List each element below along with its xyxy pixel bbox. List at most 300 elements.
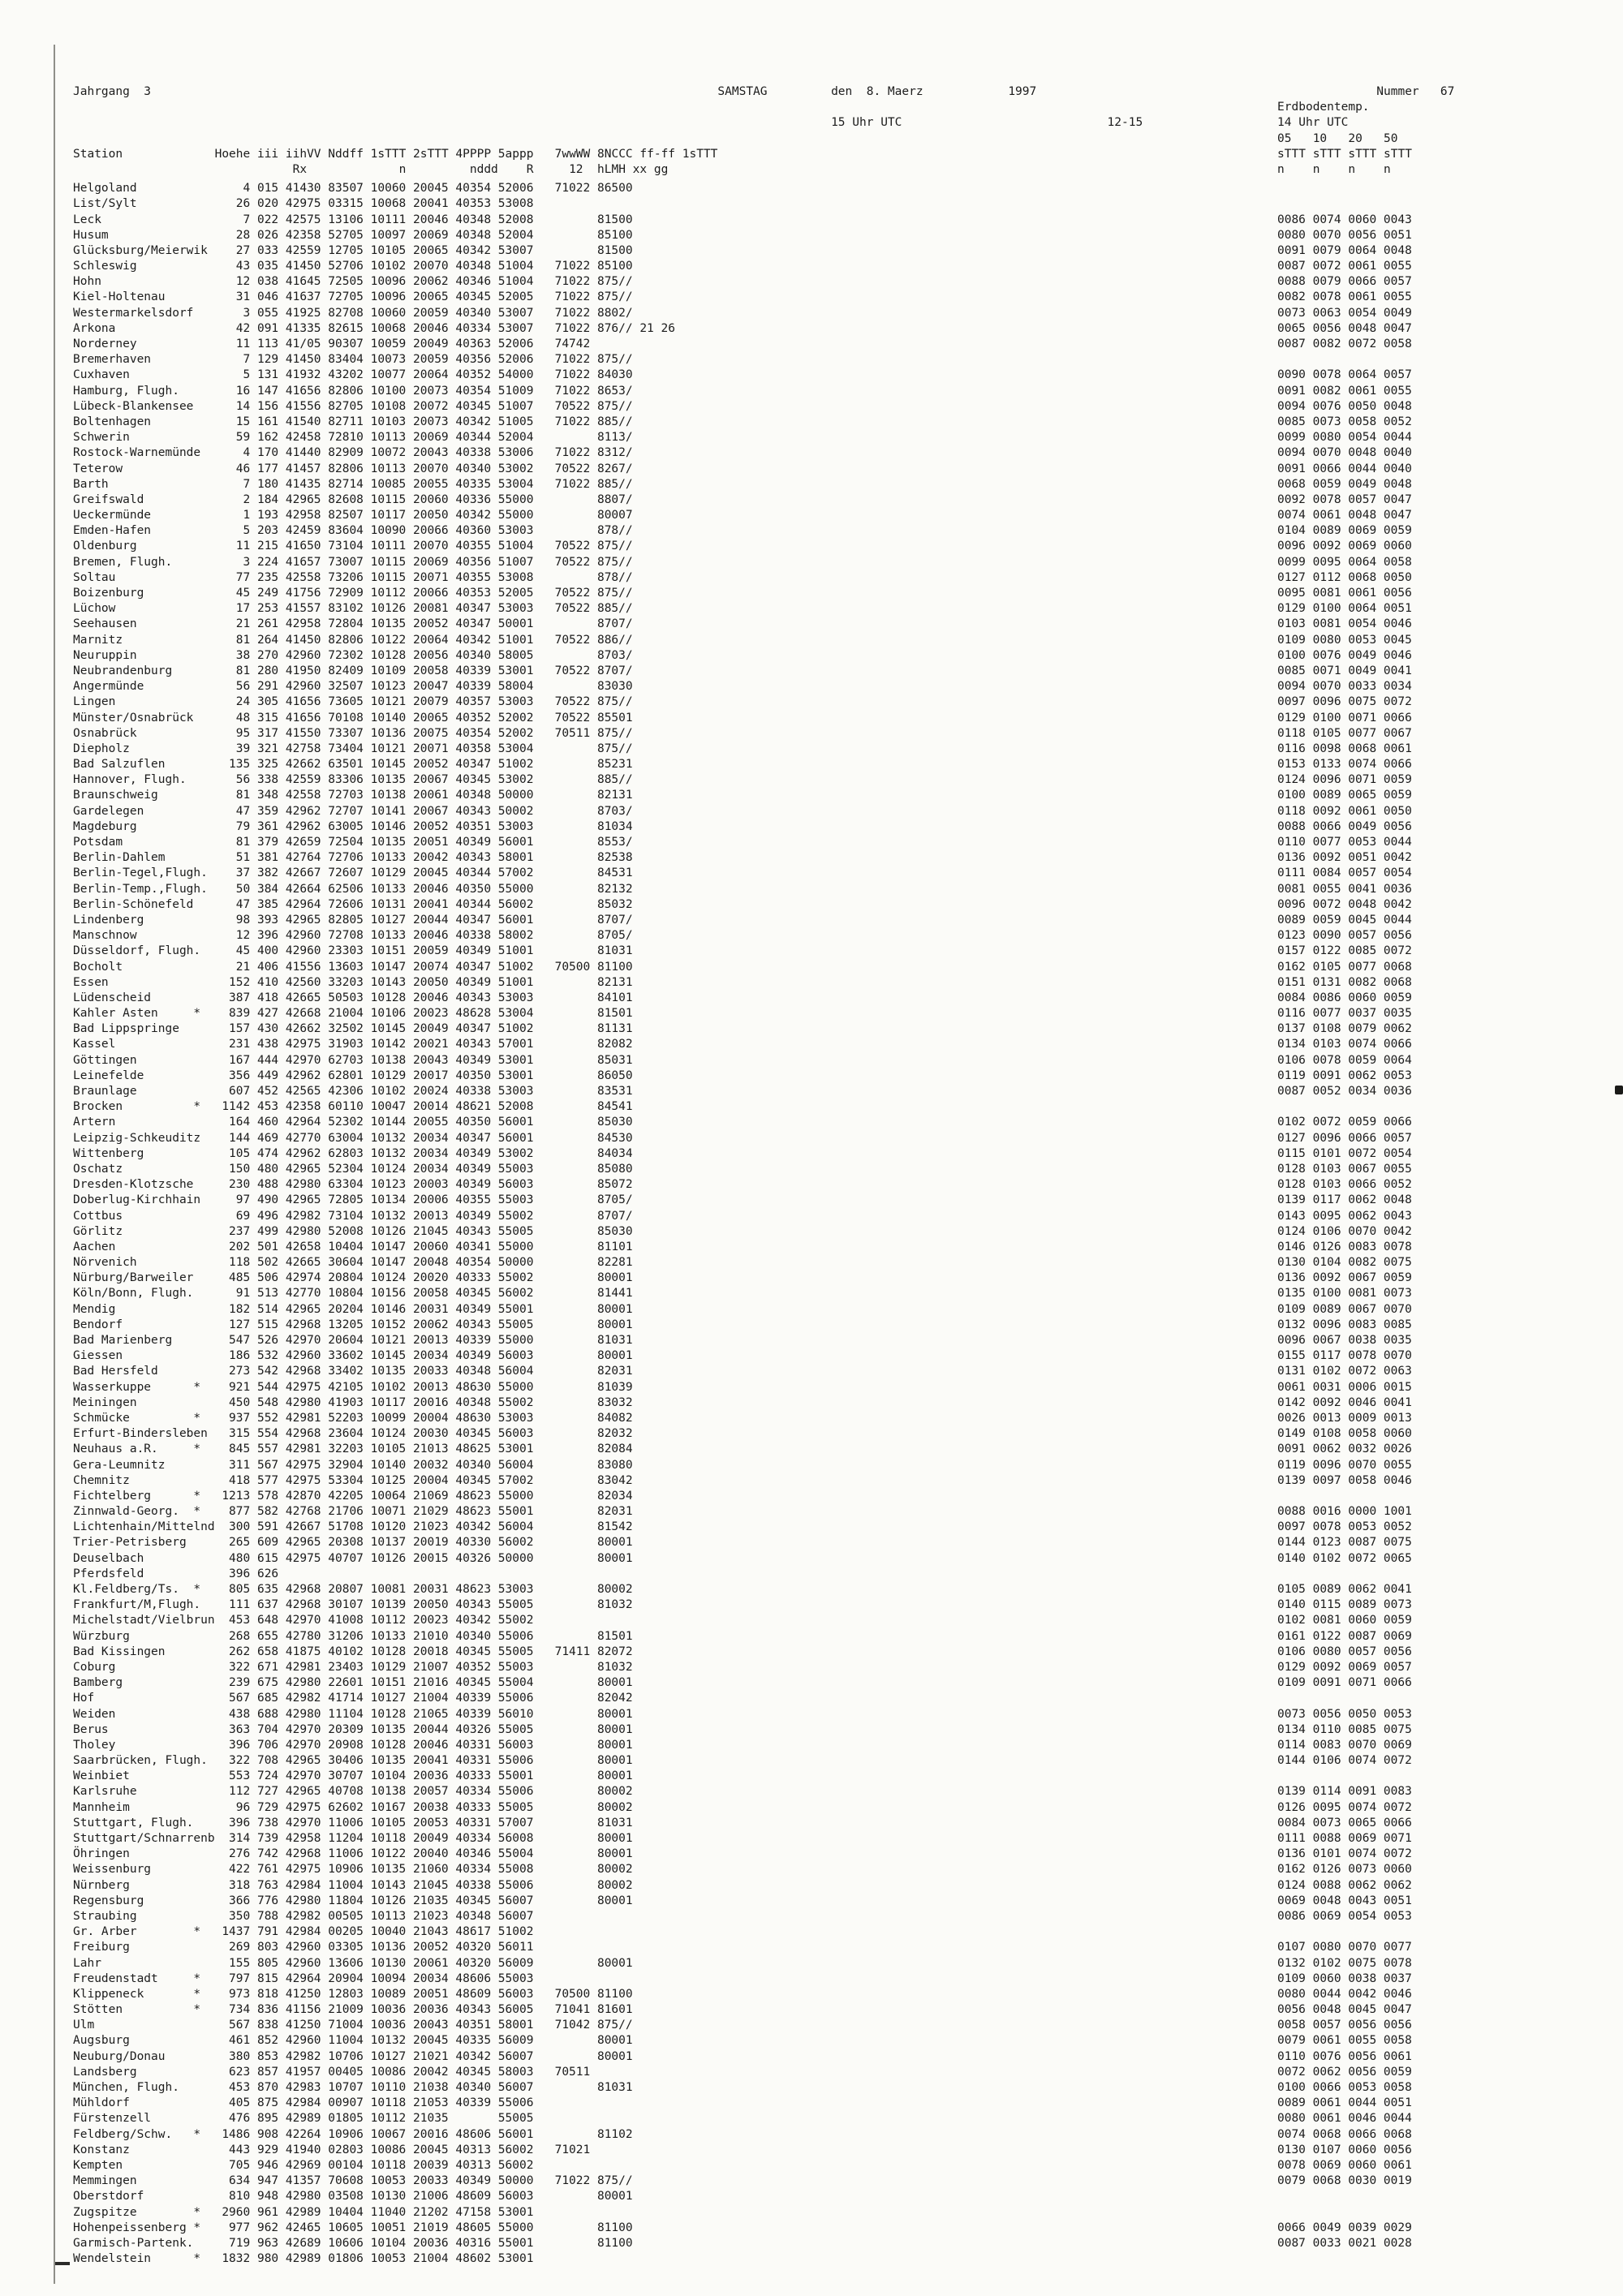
station-name: Hannover, Flugh. — [73, 773, 194, 787]
station-row — [73, 1567, 1454, 1582]
synop-groups: 56 338 42559 83306 10135 20067 40345 53002 — [222, 773, 534, 787]
weather-cloud-group: 70500 81100 — [554, 960, 633, 974]
station-row — [73, 1504, 1454, 1520]
station-row — [73, 1645, 1454, 1660]
synop-groups: 46 177 41457 82806 10113 20070 40340 53002 — [222, 462, 534, 475]
synop-groups: 56 291 42960 32507 10123 20047 40339 58004 — [222, 680, 534, 694]
station-row — [73, 975, 1454, 991]
weather-cloud-group: 8707/ — [554, 913, 633, 927]
weather-cloud-group: 71022 85100 — [554, 260, 633, 273]
synop-groups: 265 609 42965 20308 10137 20019 40330 56002 — [222, 1536, 534, 1550]
station-name: Neubrandenburg — [73, 664, 194, 677]
station-name: List/Sylt — [73, 197, 194, 211]
synop-groups: 921 544 42975 42105 10102 20013 48630 55000 — [222, 1380, 534, 1394]
station-row — [73, 960, 1454, 975]
weather-cloud-group: 83080 — [554, 1458, 633, 1472]
soil-temps: 0136 0092 0067 0059 — [1276, 1271, 1412, 1285]
synop-groups: 314 739 42958 11204 10118 20049 40334 56008 — [222, 1832, 534, 1845]
soil-temps: 0144 0123 0087 0075 — [1276, 1536, 1412, 1550]
synop-groups: 182 514 42965 20204 10146 20031 40349 55001 — [222, 1302, 534, 1316]
station-row — [73, 1878, 1454, 1894]
station-row — [73, 1006, 1454, 1021]
soil-temps: 0085 0073 0058 0052 — [1276, 415, 1412, 428]
soil-temps: 0118 0105 0077 0067 — [1276, 726, 1412, 740]
synop-groups: 230 488 42980 63304 10123 20003 40349 56003 — [222, 1178, 534, 1192]
station-row — [73, 1629, 1454, 1645]
station-row — [73, 228, 1454, 243]
station-name: Lindenberg — [73, 913, 194, 927]
station-row — [73, 2127, 1454, 2143]
synop-groups: 977 962 42465 10605 10051 21019 48605 55000 — [222, 2221, 534, 2234]
synop-groups: 144 469 42770 63004 10132 20034 40347 56001 — [222, 1131, 534, 1145]
station-row — [73, 1053, 1454, 1068]
station-name: Schmücke * — [73, 1411, 201, 1425]
station-name: Bad Lippspringe — [73, 1022, 194, 1036]
station-name: Kassel — [73, 1038, 194, 1051]
weather-cloud-group: 80001 — [554, 1676, 633, 1690]
station-row — [73, 1364, 1454, 1379]
soil-temps: 0104 0089 0069 0059 — [1276, 524, 1412, 538]
soil-temps: 0153 0133 0074 0066 — [1276, 758, 1412, 772]
synop-groups: 276 742 42968 11006 10122 20040 40346 55004 — [222, 1847, 534, 1861]
synop-groups: 937 552 42981 52203 10099 20004 48630 53003 — [222, 1411, 534, 1425]
station-name: Artern — [73, 1116, 194, 1129]
station-name: Kl.Feldberg/Ts. * — [73, 1583, 201, 1596]
station-row — [73, 1411, 1454, 1426]
synop-groups: 59 162 42458 72810 10113 20069 40344 52004 — [222, 431, 534, 445]
soil-temps: 0095 0081 0061 0056 — [1276, 587, 1412, 600]
synop-groups: 318 763 42984 11004 10143 21045 40338 55006 — [222, 1878, 534, 1892]
synop-groups: 186 532 42960 33602 10145 20034 40349 56003 — [222, 1349, 534, 1363]
station-row — [73, 523, 1454, 539]
weather-cloud-group: 85072 — [554, 1178, 633, 1192]
synop-groups: 7 180 41435 82714 10085 20055 40335 53004 — [222, 477, 534, 491]
synop-groups: 405 875 42984 00907 10118 21053 40339 55006 — [222, 2096, 534, 2110]
station-name: Klippeneck * — [73, 1987, 201, 2001]
station-name: Neuburg/Donau — [73, 2049, 194, 2063]
station-table — [73, 181, 1454, 2267]
station-name: Glücksburg/Meierwik — [73, 243, 208, 257]
soil-temps: 0109 0091 0071 0066 — [1276, 1676, 1412, 1690]
synop-groups: 26 020 42975 03315 10068 20041 40353 53008 — [222, 197, 534, 211]
station-name: Leck — [73, 213, 194, 226]
weather-cloud-group: 81100 — [554, 2221, 633, 2234]
weather-cloud-group: 80001 — [554, 2190, 633, 2204]
soil-temps: 0116 0077 0037 0035 — [1276, 1007, 1412, 1021]
station-name: Kahler Asten * — [73, 1007, 201, 1021]
weather-cloud-group: 81501 — [554, 1007, 633, 1021]
weather-cloud-group: 81039 — [554, 1380, 633, 1394]
synop-groups: 37 382 42667 72607 10129 20045 40344 57002 — [222, 866, 534, 880]
soil-temps: 0089 0061 0044 0051 — [1276, 2096, 1412, 2110]
station-row — [73, 866, 1454, 881]
station-row — [73, 2221, 1454, 2236]
soil-temps: 0115 0101 0072 0054 — [1276, 1146, 1412, 1160]
synop-groups: 12 038 41645 72505 10096 20062 40346 51004 — [222, 275, 534, 289]
synop-groups: 485 506 42974 20804 10124 20020 40333 55002 — [222, 1271, 534, 1285]
soil-temps: 0084 0086 0060 0059 — [1276, 991, 1412, 1004]
station-name: Soltau — [73, 570, 194, 584]
station-name: Giessen — [73, 1349, 194, 1363]
synop-groups: 634 947 41357 70608 10053 20033 40349 50000 — [222, 2174, 534, 2188]
station-row — [73, 1318, 1454, 1333]
station-name: Seehausen — [73, 617, 194, 631]
weather-cloud-group: 70522 875// — [554, 555, 633, 569]
station-row — [73, 1162, 1454, 1177]
synop-groups: 43 035 41450 52706 10102 20070 40348 51004 — [222, 260, 534, 273]
soil-temps: 0091 0082 0061 0055 — [1276, 384, 1412, 398]
soil-temps: 0119 0091 0062 0053 — [1276, 1068, 1412, 1082]
station-row — [73, 2189, 1454, 2204]
station-row — [73, 835, 1454, 850]
weather-cloud-group: 82034 — [554, 1489, 633, 1503]
synop-groups: 396 706 42970 20908 10128 20046 40331 56003 — [222, 1738, 534, 1752]
weather-cloud-group: 74742 — [554, 338, 591, 350]
soil-temps: 0139 0117 0062 0048 — [1276, 1193, 1412, 1207]
weather-cloud-group: 81032 — [554, 1660, 633, 1674]
station-row — [73, 352, 1454, 368]
soil-temps: 0129 0100 0071 0066 — [1276, 711, 1412, 724]
station-row — [73, 788, 1454, 803]
weather-cloud-group: 80001 — [554, 1847, 633, 1861]
soil-temps: 0162 0126 0073 0060 — [1276, 1863, 1412, 1877]
soil-temps: 0129 0092 0069 0057 — [1276, 1660, 1412, 1674]
soil-temps: 0126 0095 0074 0072 — [1276, 1800, 1412, 1814]
soil-temps: 0134 0103 0074 0066 — [1276, 1038, 1412, 1051]
soil-temps: 0097 0096 0075 0072 — [1276, 695, 1412, 709]
station-row — [73, 882, 1454, 897]
synop-groups: 12 396 42960 72708 10133 20046 40338 58002 — [222, 929, 534, 943]
synop-groups: 300 591 42667 51708 10120 21023 40342 56004 — [222, 1520, 534, 1534]
station-name: Boizenburg — [73, 587, 194, 600]
station-name: München, Flugh. — [73, 2081, 194, 2094]
station-name: Frankfurt/M,Flugh. — [73, 1598, 201, 1612]
weather-cloud-group: 8703/ — [554, 648, 633, 662]
weather-cloud-group: 82042 — [554, 1692, 633, 1705]
weather-cloud-group: 71022 875// — [554, 275, 633, 289]
station-row — [73, 1146, 1454, 1162]
station-name: Öhringen — [73, 1847, 194, 1861]
synop-groups: 135 325 42662 63501 10145 20052 40347 51002 — [222, 758, 534, 772]
weather-cloud-group: 82084 — [554, 1443, 633, 1456]
weather-cloud-group: 885// — [554, 773, 633, 787]
synop-groups: 1486 908 42264 10906 10067 20016 48606 56001 — [222, 2127, 534, 2141]
obs-time-line: 15 Uhr UTC 12-15 14 Uhr UTC — [73, 116, 1349, 130]
soil-temps: 0088 0066 0049 0056 — [1276, 819, 1412, 833]
soil-temps: 0072 0062 0056 0059 — [1276, 2065, 1412, 2079]
soil-depth-line: 05 10 20 50 — [73, 131, 1398, 145]
weather-cloud-group: 81102 — [554, 2127, 633, 2141]
station-row — [73, 1255, 1454, 1271]
soil-temps: 0058 0057 0056 0056 — [1276, 2019, 1412, 2032]
weather-cloud-group: 878// — [554, 524, 633, 538]
station-row — [73, 1660, 1454, 1675]
station-name: Berlin-Dahlem — [73, 851, 194, 865]
soil-temps: 0129 0100 0064 0051 — [1276, 602, 1412, 616]
station-name: Bad Salzuflen — [73, 758, 194, 772]
weather-cloud-group: 82082 — [554, 1038, 633, 1051]
station-row — [73, 1582, 1454, 1597]
synop-groups: 95 317 41550 73307 10136 20075 40354 52002 — [222, 726, 534, 740]
weather-cloud-group: 81031 — [554, 1334, 633, 1347]
soil-temps: 0140 0115 0089 0073 — [1276, 1598, 1412, 1612]
synop-groups: 322 708 42965 30406 10135 20041 40331 55006 — [222, 1754, 534, 1768]
synop-groups: 553 724 42970 30707 10104 20036 40333 55001 — [222, 1769, 534, 1783]
synop-groups: 127 515 42968 13205 10152 20062 40343 55005 — [222, 1318, 534, 1331]
station-name: Lahr — [73, 1956, 194, 1970]
station-name: Cuxhaven — [73, 368, 194, 382]
synop-groups: 734 836 41156 21009 10036 20036 40343 56005 — [222, 2003, 534, 2017]
weather-cloud-group: 80001 — [554, 1738, 633, 1752]
soil-temps: 0081 0055 0041 0036 — [1276, 882, 1412, 896]
station-name: Hof — [73, 1692, 194, 1705]
weather-cloud-group: 71411 82072 — [554, 1645, 633, 1658]
soil-temps: 0090 0078 0064 0057 — [1276, 368, 1412, 382]
station-name: Schwerin — [73, 431, 194, 445]
station-name: Nürnberg — [73, 1878, 194, 1892]
soil-temps: 0096 0072 0048 0042 — [1276, 897, 1412, 911]
synop-groups: 839 427 42668 21004 10106 20023 48628 53004 — [222, 1007, 534, 1021]
station-row — [73, 1987, 1454, 2002]
synop-groups: 623 857 41957 00405 10086 20042 40345 58003 — [222, 2065, 534, 2079]
station-row — [73, 259, 1454, 274]
soil-temps: 0073 0056 0050 0053 — [1276, 1707, 1412, 1721]
weather-cloud-group: 875// — [554, 742, 633, 755]
soil-temps: 0080 0070 0056 0051 — [1276, 228, 1412, 242]
station-row — [73, 1722, 1454, 1738]
soil-temps: 0065 0056 0048 0047 — [1276, 321, 1412, 335]
synop-groups: 111 637 42968 30107 10139 20050 40343 55005 — [222, 1598, 534, 1612]
synop-groups: 91 513 42770 10804 10156 20058 40345 56002 — [222, 1287, 534, 1301]
soil-temps: 0136 0092 0051 0042 — [1276, 851, 1412, 865]
station-name: Düsseldorf, Flugh. — [73, 944, 201, 958]
station-row — [73, 694, 1454, 710]
weather-cloud-group: 81031 — [554, 2081, 633, 2094]
synop-groups: 476 895 42989 01805 10112 21035 55005 — [222, 2112, 534, 2126]
synop-groups: 81 280 41950 82409 10109 20058 40339 53001 — [222, 664, 534, 677]
station-name: Garmisch-Partenk. — [73, 2236, 194, 2250]
station-row — [73, 1784, 1454, 1799]
synop-groups: 705 946 42969 00104 10118 20039 40313 56002 — [222, 2158, 534, 2172]
station-row — [73, 368, 1454, 383]
station-row — [73, 2236, 1454, 2251]
weather-cloud-group: 80001 — [554, 1551, 633, 1565]
station-row — [73, 445, 1454, 461]
station-row — [73, 1068, 1454, 1084]
station-row — [73, 555, 1454, 570]
station-name: Fichtelberg * — [73, 1489, 201, 1503]
station-row — [73, 1209, 1454, 1224]
station-row — [73, 1956, 1454, 1971]
weather-cloud-group: 71022 875// — [554, 2174, 633, 2188]
weather-cloud-group: 82281 — [554, 1256, 633, 1270]
station-row — [73, 772, 1454, 788]
station-name: Brocken * — [73, 1100, 201, 1114]
station-row — [73, 1753, 1454, 1769]
synop-groups: 350 788 42982 00505 10113 21023 40348 56007 — [222, 1909, 534, 1923]
station-name: Essen — [73, 975, 194, 989]
station-name: Manschnow — [73, 929, 194, 943]
synop-groups: 239 675 42980 22601 10151 21016 40345 55004 — [222, 1676, 534, 1690]
soil-temps: 0061 0031 0006 0015 — [1276, 1380, 1412, 1394]
weather-cloud-group: 82538 — [554, 851, 633, 865]
synop-groups: 1832 980 42989 01806 10053 21004 48602 53001 — [222, 2252, 534, 2266]
weather-cloud-group: 8113/ — [554, 431, 633, 445]
station-row — [73, 742, 1454, 757]
weather-cloud-group: 85032 — [554, 897, 633, 911]
station-row — [73, 1894, 1454, 1909]
soil-temps: 0127 0112 0068 0050 — [1276, 570, 1412, 584]
station-row — [73, 897, 1454, 913]
soil-temps: 0162 0105 0077 0068 — [1276, 960, 1412, 974]
station-row — [73, 2018, 1454, 2033]
station-row — [73, 477, 1454, 492]
soil-temps: 0155 0117 0078 0070 — [1276, 1349, 1412, 1363]
synop-groups: 387 418 42665 50503 10128 20046 40343 53003 — [222, 991, 534, 1004]
station-row — [73, 1535, 1454, 1550]
station-name: Saarbrücken, Flugh. — [73, 1754, 208, 1768]
station-name: Leinefelde — [73, 1068, 194, 1082]
synop-groups: 237 499 42980 52008 10126 21045 40343 55005 — [222, 1224, 534, 1238]
weather-cloud-group: 80001 — [554, 1536, 633, 1550]
weather-cloud-group: 8707/ — [554, 617, 633, 631]
weather-cloud-group: 82131 — [554, 789, 633, 802]
soil-temps: 0091 0062 0032 0026 — [1276, 1443, 1412, 1456]
soil-temps: 0136 0101 0074 0072 — [1276, 1847, 1412, 1861]
weather-cloud-group: 8705/ — [554, 1193, 633, 1207]
weather-cloud-group: 80001 — [554, 1956, 633, 1970]
station-name: Freudenstadt * — [73, 1971, 201, 1985]
weather-cloud-group: 71022 875// — [554, 290, 633, 304]
synop-groups: 231 438 42975 31903 10142 20021 40343 57001 — [222, 1038, 534, 1051]
synop-groups: 24 305 41656 73605 10121 20079 40357 53003 — [222, 695, 534, 709]
station-row — [73, 991, 1454, 1006]
station-name: Boltenhagen — [73, 415, 194, 428]
weather-cloud-group: 70522 8267/ — [554, 462, 633, 475]
synop-groups: 202 501 42658 10404 10147 20060 40341 55000 — [222, 1240, 534, 1253]
station-row — [73, 1084, 1454, 1099]
soil-temps: 0157 0122 0085 0072 — [1276, 944, 1412, 958]
weather-cloud-group: 70522 875// — [554, 399, 633, 413]
weather-cloud-group: 71022 86500 — [554, 182, 633, 196]
soil-temps: 0100 0066 0053 0058 — [1276, 2081, 1412, 2094]
weather-cloud-group: 80002 — [554, 1863, 633, 1877]
station-row — [73, 384, 1454, 399]
station-name: Stötten * — [73, 2003, 201, 2017]
synop-groups: 7 129 41450 83404 10073 20059 40356 52006 — [222, 353, 534, 367]
synop-groups: 152 410 42560 33203 10143 20050 40349 51001 — [222, 975, 534, 989]
station-name: Gr. Arber * — [73, 1925, 201, 1939]
column-header-line: Station Hoehe iii iihVV Nddff 1sTTT 2sTTT 4PPPP 5appp 7wwWW 8NCCC ff-ff 1sTTT sTTT sTTT sTTT sTTT — [73, 147, 1412, 161]
weather-cloud-group: 80001 — [554, 1769, 633, 1783]
synop-groups: 47 359 42962 72707 10141 20067 40343 50002 — [222, 804, 534, 818]
synop-groups: 805 635 42968 20807 10081 20031 48623 53003 — [222, 1583, 534, 1596]
station-name: Konstanz — [73, 2143, 194, 2156]
station-name: Schleswig — [73, 260, 194, 273]
soil-temps: 0119 0096 0070 0055 — [1276, 1458, 1412, 1472]
station-name: Wittenberg — [73, 1146, 194, 1160]
station-name: Nörvenich — [73, 1256, 194, 1270]
weather-cloud-group: 84082 — [554, 1411, 633, 1425]
synop-groups: 31 046 41637 72705 10096 20065 40345 52005 — [222, 290, 534, 304]
station-name: Marnitz — [73, 633, 194, 647]
synop-groups: 453 870 42983 10707 10110 21038 40340 56007 — [222, 2081, 534, 2094]
weather-cloud-group: 70522 85501 — [554, 711, 633, 724]
station-row — [73, 539, 1454, 554]
station-row — [73, 1831, 1454, 1847]
station-row — [73, 274, 1454, 290]
soil-temps: 0135 0100 0081 0073 — [1276, 1287, 1412, 1301]
soil-temps: 0080 0044 0042 0046 — [1276, 1987, 1412, 2001]
weather-cloud-group: 80001 — [554, 1722, 633, 1736]
station-name: Helgoland — [73, 182, 194, 196]
station-name: Münster/Osnabrück — [73, 711, 194, 724]
weather-cloud-group: 70511 — [554, 2065, 591, 2079]
station-name: Tholey — [73, 1738, 194, 1752]
synop-groups: 157 430 42662 32502 10145 20049 40347 51002 — [222, 1022, 534, 1036]
soil-temps: 0094 0076 0050 0048 — [1276, 399, 1412, 413]
station-name: Nürburg/Barweiler — [73, 1271, 194, 1285]
soil-temps: 0086 0074 0060 0043 — [1276, 213, 1412, 226]
synop-groups: 1437 791 42984 00205 10040 21043 48617 51002 — [222, 1925, 534, 1939]
weather-cloud-group: 80001 — [554, 1832, 633, 1845]
station-name: Stuttgart/Schnarrenb — [73, 1832, 215, 1845]
synop-groups: 418 577 42975 53304 10125 20004 40345 57002 — [222, 1473, 534, 1487]
soil-temps: 0124 0106 0070 0042 — [1276, 1224, 1412, 1238]
synop-groups: 16 147 41656 82806 10100 20073 40354 51009 — [222, 384, 534, 398]
station-name: Erfurt-Bindersleben — [73, 1427, 208, 1441]
soil-temps: 0091 0079 0064 0048 — [1276, 243, 1412, 257]
soil-temps: 0110 0077 0053 0044 — [1276, 836, 1412, 849]
synop-groups: 973 818 41250 12803 10089 20051 48609 56003 — [222, 1987, 534, 2001]
synop-groups: 50 384 42664 62506 10133 20046 40350 55000 — [222, 882, 534, 896]
weather-cloud-group: 71022 875// — [554, 353, 633, 367]
station-name: Bad Marienberg — [73, 1334, 194, 1347]
weather-cloud-group: 80001 — [554, 2049, 633, 2063]
station-name: Neuhaus a.R. * — [73, 1443, 201, 1456]
synop-groups: 396 626 — [222, 1567, 279, 1580]
synop-groups: 81 348 42558 72703 10138 20061 40348 50000 — [222, 789, 534, 802]
weather-cloud-group: 80001 — [554, 1318, 633, 1331]
soil-temps: 0084 0073 0065 0066 — [1276, 1816, 1412, 1829]
weather-cloud-group: 86050 — [554, 1068, 633, 1082]
station-row — [73, 601, 1454, 617]
station-row — [73, 1131, 1454, 1146]
weather-cloud-group: 82031 — [554, 1365, 633, 1378]
soil-temps: 0074 0061 0048 0047 — [1276, 509, 1412, 522]
weather-cloud-group: 85031 — [554, 1053, 633, 1067]
soil-temps: 0124 0096 0071 0059 — [1276, 773, 1412, 787]
station-row — [73, 462, 1454, 477]
weather-cloud-group: 85231 — [554, 758, 633, 772]
station-row — [73, 430, 1454, 445]
weather-cloud-group: 82031 — [554, 1505, 633, 1519]
weather-cloud-group: 83030 — [554, 680, 633, 694]
weather-cloud-group: 84541 — [554, 1100, 633, 1114]
soil-temps: 0137 0108 0079 0062 — [1276, 1022, 1412, 1036]
station-name: Cottbus — [73, 1209, 194, 1223]
station-row — [73, 415, 1454, 430]
weather-cloud-group: 71022 885// — [554, 415, 633, 428]
synop-groups: 380 853 42982 10706 10127 21021 40342 56007 — [222, 2049, 534, 2063]
weather-cloud-group: 80002 — [554, 1878, 633, 1892]
station-name: Oberstdorf — [73, 2190, 194, 2204]
synop-groups: 1 193 42958 82507 10117 20050 40342 55000 — [222, 509, 534, 522]
station-row — [73, 2096, 1454, 2111]
synop-groups: 363 704 42970 20309 10135 20044 40326 55005 — [222, 1722, 534, 1736]
soil-temps: 0142 0092 0046 0041 — [1276, 1395, 1412, 1409]
station-name: Bad Hersfeld — [73, 1365, 194, 1378]
